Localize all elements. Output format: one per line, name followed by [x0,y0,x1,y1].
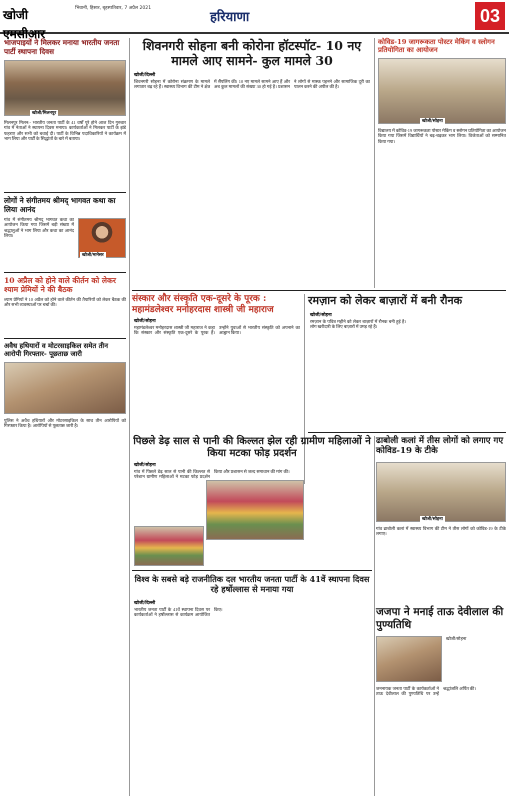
masthead [0,0,509,41]
devilal-body-right: खोजी/सोहना [446,636,467,641]
dhaboli-photo [376,462,506,522]
water-headline: पिछले डेढ़ साल से पानी की किल्लत झेल रही ग्रामीण महिलाओं ने किया मटका फोड़ प्रदर्शन [133,436,371,459]
page-number: 03 [475,2,505,30]
ramzan-byline: खोजी/सोहना [310,313,332,318]
shrimad-headline: लोगों ने संगीतमय श्रीमद् भागवत कथा का लिया आनंद [4,196,116,214]
arrest-photo [4,362,126,414]
ramzan-headline: रमज़ान को लेकर बाज़ारों में बनी रौनक [308,294,463,307]
paper-name: खोजी एमसीआर [3,8,46,41]
dhaboli-photo-caption: खोजी/सोहना [422,517,443,522]
water-protest-photo-2 [134,526,204,566]
dhaboli-body: गांव ढाबोली कलां में स्वास्थ्य विभाग की टीम ने तीस लोगों को कोविड-19 के टीके लगाए। [376,526,506,537]
devilal-body: जननायक जनता पार्टी के कार्यकर्ताओं ने ताऊ देवीलाल की पुण्यतिथि पर उन्हें श्रद्धांजलि अर्पित की। [376,686,476,697]
sanskar-headline: संस्कार और संस्कृति एक-दूसरे के पूरक : महामंडलेश्वर मनोहरदास शास्त्री जी महाराज [132,294,274,315]
corona-headline: शिवनगरी सोहना बनी कोरोना हॉटस्पॉट- 10 नए मामले आए सामने- कुल मामले 30 [142,38,362,68]
corona-byline: खोजी/दिल्ली [134,73,156,78]
kirtan-body: श्याम प्रेमियों ने 10 अप्रैल को होने वाले कीर्तन की तैयारियों को लेकर बैठक की और सभी व्यवस्थाओं पर चर्चा की। [4,297,126,308]
column-divider [374,436,375,796]
covid-poster-body: विद्यालय में कोविड-19 जागरूकता पोस्टर मेकिंग व स्लोगन प्रतियोगिता का आयोजन किया गया जिसमें विद्यार्थियों ने बढ़-चढ़कर भाग लिया। विजेताओं को सम्मानित किया गया। [378,128,506,144]
divider [132,570,372,571]
water-body: गांव में पिछले डेढ़ साल से पानी की किल्लत से परेशान ग्रामीण महिलाओं ने मटका फोड़ प्रदर्शन किया और प्रशासन से जल्द समाधान की मांग की। [134,469,290,480]
arrest-headline: अवैध हथियारों व मोटरसाइकिल समेत तीन आरोपी गिरफ्तार- पूछताछ जारी [4,342,108,359]
divider [4,192,126,193]
divider [4,338,126,339]
covid-poster-photo-caption: खोजी/सोहना [422,119,443,124]
water-byline: खोजी/सोहना [134,463,156,468]
bjp-body: मिलनपुर मिलन:- भारतीय जनता पार्टी के 41 वर्षों पूरे होने आज दिन गुरुवार गांव में नेताओं ने स्थापना दिवस मनाया। कार्यकर्ताओं ने मिलकर पार्टी के झंडे फहराए और सभी को बधाई दी। पार्टी के विभिन्न पदाधिकारियों ने कार्यक्रम में भाग लिया और पार्टी के सिद्धांतों के बारे में बताया। [4,120,126,142]
shrimad-photo-caption: खोजी/मानेसर [82,253,104,258]
ramzan-body: रमज़ान के पवित्र महीने को लेकर बाज़ारों में रौनक बनी हुई है। लोग खरीदारी के लिए बाज़ारों में उमड़ रहे हैं। [310,319,406,330]
arrest-body: पुलिस ने अवैध हथियारों और मोटरसाइकिल के साथ तीन आरोपियों को गिरफ्तार किया है। आरोपियों से पूछताछ जारी है। [4,418,126,429]
sanskar-byline: खोजी/सोहना [134,319,156,324]
divider [308,432,506,433]
covid-poster-photo [378,58,506,124]
divider [4,272,126,273]
bjp-photo-caption: खोजी/मिलनपुर [32,111,57,116]
dateline: भिवानी, हिसार, बृहस्पतिवार, 7 अप्रैल 2021 [75,6,152,11]
foundation-day-headline: विश्व के सबसे बड़े राजनीतिक दल भारतीय जनता पार्टी के 41वें स्थापना दिवस रहे हर्षोल्लास से मनाया गया [134,574,370,594]
column-divider [374,38,375,288]
foundation-day-byline: खोजी/दिल्ली [134,601,156,606]
devilal-headline: जजपा ने मनाई ताऊ देवीलाल की पुण्यतिथि [376,606,504,631]
divider [132,290,506,291]
section-title: हरियाणा [210,10,250,25]
kirtan-headline: 10 अप्रैल को होने वाले कीर्तन को लेकर श्याम प्रेमियों ने की बैठक [4,276,116,295]
bjp-photo [4,60,126,116]
foundation-day-body: भारतीय जनता पार्टी के 41वें स्थापना दिवस पर कार्यकर्ताओं ने हर्षोल्लास से कार्यक्रम आयोजित किए। [134,607,223,618]
devilal-photo [376,636,442,682]
covid-poster-headline: कोविड-19 जागरूकता पोस्टर मेकिंग व स्लोगन प्रतियोगिता का आयोजन [378,38,495,55]
newspaper-logo [3,4,71,41]
bjp-headline: भाजपाइयों ने मिलकर मनाया भारतीय जनता पार्टी स्थापना दिवस [4,38,120,56]
shrimad-body: गांव में संगीतमय श्रीमद् भागवत कथा का आयोजन किया गया जिसमें बड़ी संख्या में श्रद्धालुओं ने भाग लिया और कथा का आनंद लिया। [4,217,74,239]
sanskar-body: महामंडलेश्वर मनोहरदास शास्त्री जी महाराज ने कहा कि संस्कार और संस्कृति एक-दूसरे के पूरक हैं। उन्होंने युवाओं से भारतीय संस्कृति को अपनाने का आह्वान किया। [134,325,300,336]
dhaboli-headline: ढाबोली कलां में तीस लोगों को लगाए गए कोविड-19 के टीके [376,436,504,457]
corona-body: शिवनगरी सोहना में कोरोना संक्रमण के मामले लगातार बढ़ रहे हैं। स्वास्थ्य विभाग की टीम ने क्षेत्र में सैंपलिंग की। 10 नए मामले सामने आए हैं और अब कुल मामलों की संख्या 30 हो गई है। प्रशासन ने लोगों से मास्क पहनने और सामाजिक दूरी का पालन करने की अपील की है। [134,79,370,90]
column-divider [129,38,130,796]
water-protest-photo-1 [206,480,304,540]
